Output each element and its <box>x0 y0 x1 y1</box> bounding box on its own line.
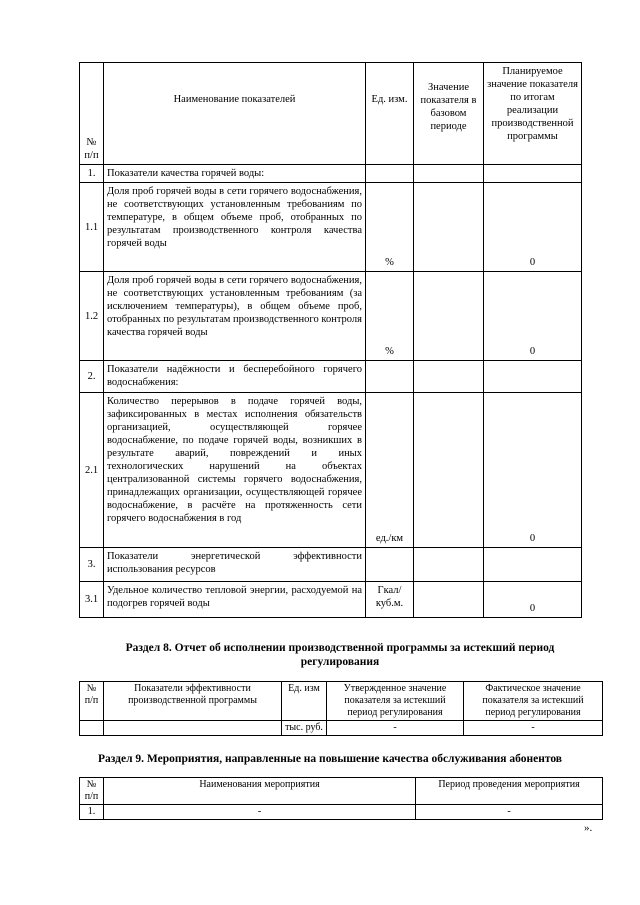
header-name: Наименование показателей <box>104 63 366 165</box>
row-plan <box>484 548 582 582</box>
row-plan <box>484 165 582 183</box>
row-actual: - <box>464 721 603 736</box>
row-base <box>414 165 484 183</box>
row-plan: 0 <box>484 183 582 272</box>
section9-title: Раздел 9. Мероприятия, направленные на повышение качества обслуживания абонентов <box>97 753 562 765</box>
row-plan: 0 <box>484 582 582 618</box>
header-name: Наименования мероприятия <box>104 778 416 805</box>
row-num: 3. <box>80 548 104 582</box>
header-base: Значение показателя в базовом периоде <box>414 63 484 165</box>
row-unit: ед./км <box>366 393 414 548</box>
row-period: - <box>416 805 603 820</box>
header-unit: Ед. изм. <box>366 63 414 165</box>
end-mark: ». <box>584 822 593 834</box>
row-unit: % <box>366 183 414 272</box>
section8-title: Раздел 8. Отчет об исполнении производственной программы за истекший период регулирования <box>125 642 555 668</box>
row-name: - <box>104 805 416 820</box>
row-name: Показатели надёжности и бесперебойного горячего водоснабжения: <box>104 361 366 393</box>
row-base <box>414 393 484 548</box>
row-name: Количество перерывов в подаче горячей воды, зафиксированных в местах исполнения обязательств организацией, осуществляющей горячее водоснабжение, по подаче горячей воды, возникших в результате аварий, повреждений и иных технологических нарушений на объектах централизованной системы горячего водоснабжения, принадлежащих организации, осуществляющей горячее водоснабжение, в расчёте на протяженность сети горячего водоснабжения в год <box>104 393 366 548</box>
row-unit <box>366 361 414 393</box>
row-num <box>80 721 104 736</box>
table-row <box>80 548 582 582</box>
row-name: Показатели энергетической эффективности использования ресурсов <box>104 548 366 582</box>
row-base <box>414 272 484 361</box>
section8-table <box>79 681 603 736</box>
row-base <box>414 361 484 393</box>
row-base <box>414 183 484 272</box>
row-name: Удельное количество тепловой энергии, расходуемой на подогрев горячей воды <box>104 582 366 618</box>
table-row <box>80 805 603 820</box>
header-actual: Фактическое значение показателя за истекший период регулирования <box>464 682 603 721</box>
row-base <box>414 582 484 618</box>
row-num: 1.1 <box>80 183 104 272</box>
row-num: 1. <box>80 165 104 183</box>
row-base <box>414 548 484 582</box>
header-plan: Планируемое значение показателя по итогам реализации производственной программы <box>484 63 582 165</box>
table-row <box>80 361 582 393</box>
row-name: Доля проб горячей воды в сети горячего водоснабжения, не соответствующих установленным требованиям (за исключением температуры), в общем объеме проб, отобранных по результатам производственного контроля качества горячей воды <box>104 272 366 361</box>
row-plan <box>484 361 582 393</box>
row-unit <box>366 165 414 183</box>
row-unit <box>366 548 414 582</box>
row-plan: 0 <box>484 393 582 548</box>
table-row <box>80 165 582 183</box>
table-row <box>80 272 582 361</box>
row-name <box>104 721 282 736</box>
header-num: № п/п <box>80 63 104 165</box>
section9-table <box>79 777 603 820</box>
header-approved: Утвержденное значение показателя за истекший период регулирования <box>327 682 464 721</box>
row-plan: 0 <box>484 272 582 361</box>
table-row <box>80 183 582 272</box>
row-name: Показатели качества горячей воды: <box>104 165 366 183</box>
row-approved: - <box>327 721 464 736</box>
row-unit: тыс. руб. <box>282 721 327 736</box>
header-num: № п/п <box>80 778 104 805</box>
table-row <box>80 393 582 548</box>
header-name: Показатели эффективности производственной программы <box>104 682 282 721</box>
table-header-row <box>80 778 603 805</box>
row-num: 2.1 <box>80 393 104 548</box>
table-header-row <box>80 682 603 721</box>
row-name: Доля проб горячей воды в сети горячего водоснабжения, не соответствующих установленным требованиям по температуре, в общем объеме проб, отобранных по результатам производственного контроля качества горячей воды <box>104 183 366 272</box>
row-unit: % <box>366 272 414 361</box>
row-num: 1. <box>80 805 104 820</box>
indicators-table <box>79 62 582 618</box>
table-header-row <box>80 63 582 165</box>
row-unit: Гкал/ куб.м. <box>366 582 414 618</box>
header-period: Период проведения мероприятия <box>416 778 603 805</box>
row-num: 1.2 <box>80 272 104 361</box>
row-num: 3.1 <box>80 582 104 618</box>
header-unit: Ед. изм <box>282 682 327 721</box>
row-num: 2. <box>80 361 104 393</box>
table-row <box>80 582 582 618</box>
table-row <box>80 721 603 736</box>
header-num: № п/п <box>80 682 104 721</box>
